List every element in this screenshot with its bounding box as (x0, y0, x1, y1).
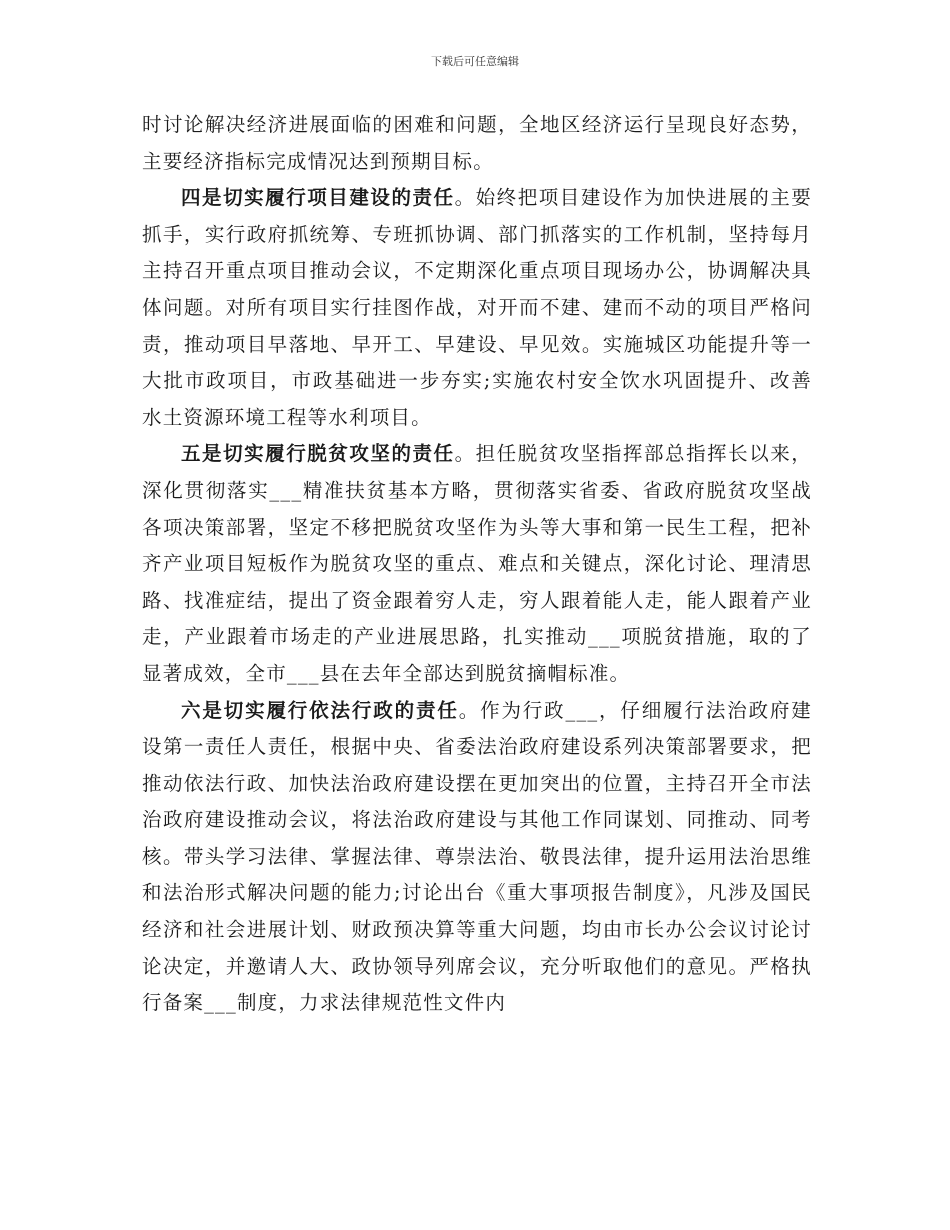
paragraph-heading: 四是切实履行项目建设的责任 (181, 186, 455, 210)
paragraph-heading: 六是切实履行依法行政的责任 (181, 698, 459, 722)
document-body (142, 107, 812, 1022)
paragraph-continuation (142, 107, 812, 180)
paragraph-project-construction (142, 180, 812, 436)
paragraph-text: 。担任脱贫攻坚指挥部总指挥长以来，深化贯彻落实___精准扶贫基本方略，贯彻落实省委、省政府脱贫攻坚战各项决策部署，坚定不移把脱贫攻坚作为头等大事和第一民生工程，把补齐产业项目短板作为脱贫攻坚的重点、难点和关键点，深化讨论、理清思路、找准症结，提出了资金跟着穷人走，穷人跟着能人走，能人跟着产业走，产业跟着市场走的产业进展思路，扎实推动___项脱贫措施，取的了显著成效，全市___县在去年全部达到脱贫摘帽标准。 (142, 442, 812, 685)
paragraph-text: 时讨论解决经济进展面临的困难和问题，全地区经济运行呈现良好态势，主要经济指标完成情况达到预期目标。 (142, 113, 812, 173)
page-header: 下载后可任意编辑 (431, 55, 519, 68)
paragraph-rule-of-law (142, 693, 812, 1022)
paragraph-text: 。作为行政___，仔细履行法治政府建设第一责任人责任，根据中央、省委法治政府建设系列决策部署要求，把推动依法行政、加快法治政府建设摆在更加突出的位置，主持召开全市法治政府建设推动会议，将法治政府建设与其他工作同谋划、同推动、同考核。带头学习法律、掌握法律、尊崇法治、敬畏法律，提升运用法治思维和法治形式解决问题的能力;讨论出台《重大事项报告制度》，凡涉及国民经济和社会进展计划、财政预决算等重大问题，均由市长办公会议讨论讨论决定，并邀请人大、政协领导列席会议，充分听取他们的意见。严格执行备案___制度，力求法律规范性文件内 (142, 698, 812, 1015)
paragraph-poverty-alleviation (142, 436, 812, 692)
paragraph-text: 。始终把项目建设作为加快进展的主要抓手，实行政府抓统筹、专班抓协调、部门抓落实的工作机制，坚持每月主持召开重点项目推动会议，不定期深化重点项目现场办公，协调解决具体问题。对所有项目实行挂图作战，对开而不建、建而不动的项目严格问责，推动项目早落地、早开工、早建设、早见效。实施城区功能提升等一大批市政项目，市政基础进一步夯实;实施农村安全饮水巩固提升、改善水土资源环境工程等水利项目。 (142, 186, 812, 429)
paragraph-heading: 五是切实履行脱贫攻坚的责任 (181, 442, 455, 466)
